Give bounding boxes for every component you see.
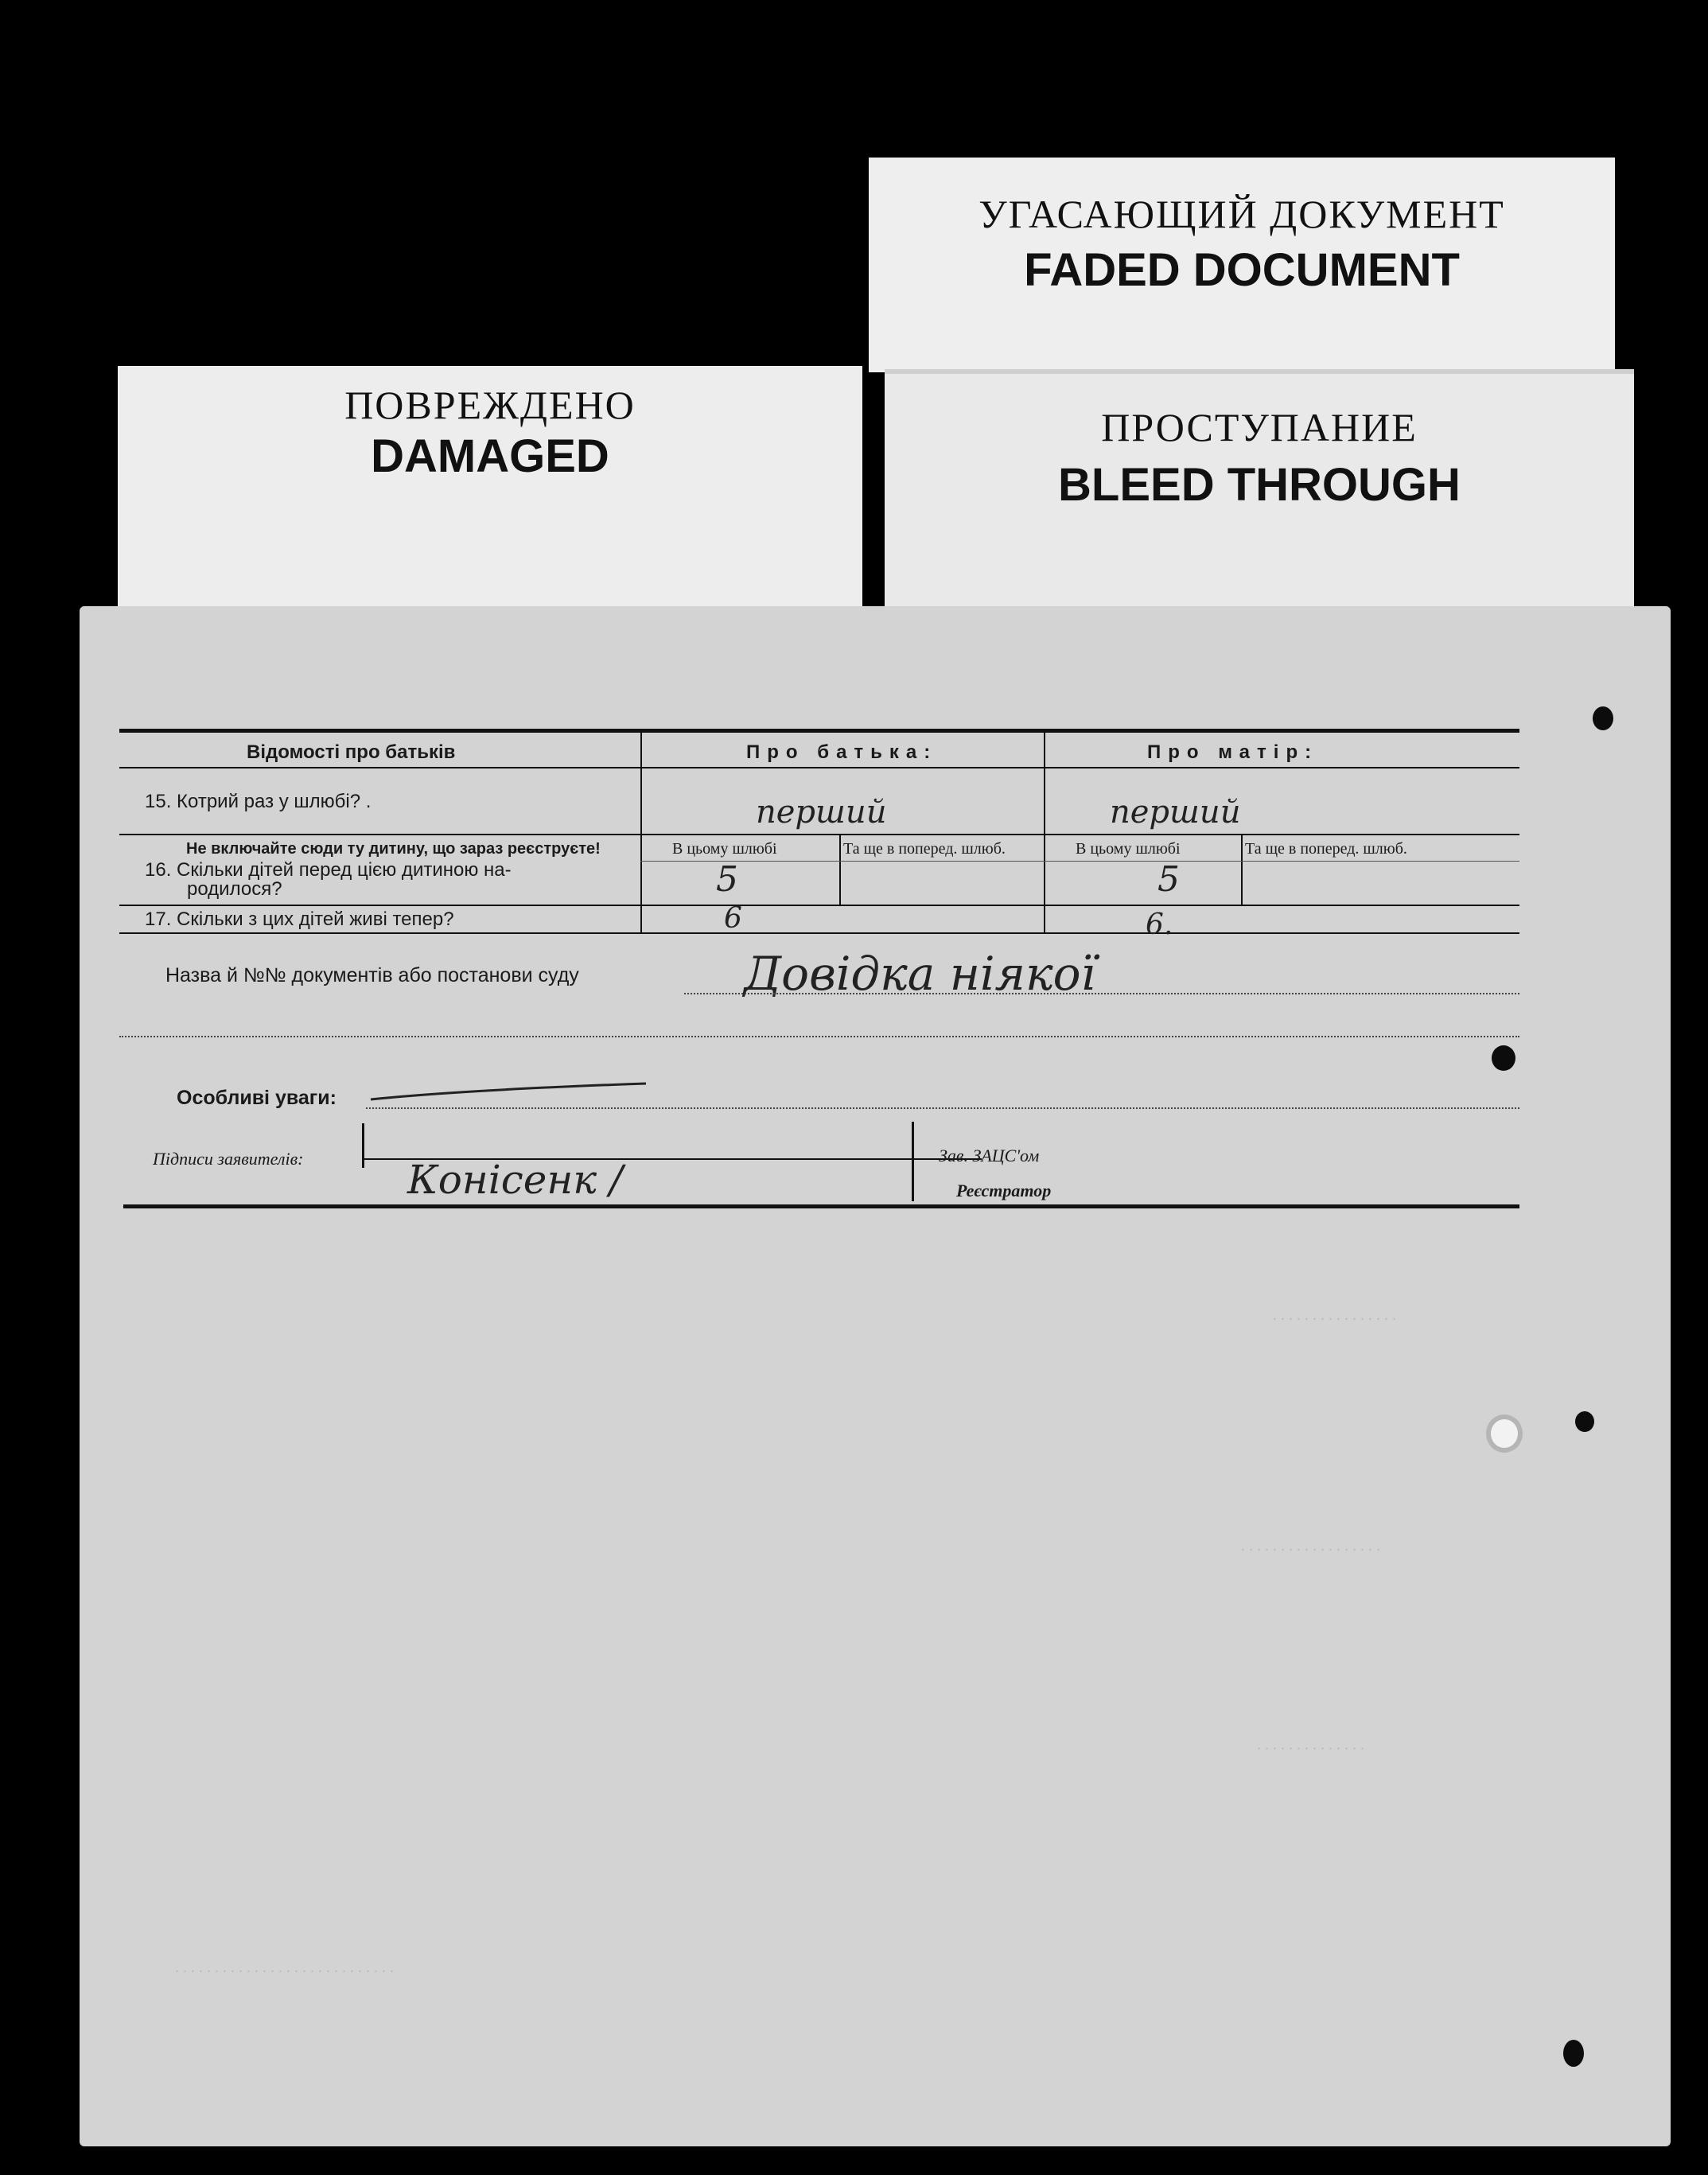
col-divider-mother-sub xyxy=(1241,834,1243,905)
documents-dotted-line xyxy=(684,993,1519,994)
q15-label: 15. Котрий раз у шлюбі? . xyxy=(145,791,372,812)
mother-col-this-marriage: В цьому шлюбі xyxy=(1076,840,1181,858)
col-divider-mother xyxy=(1044,733,1045,932)
bleed-trace: . . . . . . . . . . . . . . . . . . xyxy=(1241,1537,1380,1554)
damaged-card-en: DAMAGED xyxy=(371,430,609,482)
documents-value: Довідка ніякої xyxy=(744,947,1096,1001)
damaged-card-ru: ПОВРЕЖДЕНО xyxy=(344,383,636,427)
father-column-header: Про батька: xyxy=(746,741,938,763)
bleed-trace: . . . . . . . . . . . . . . . . . . . . . . . . . . . . xyxy=(175,1959,394,1976)
col-divider-father-sub xyxy=(839,834,841,905)
faded-document-card xyxy=(869,158,1615,372)
registrar-label: Реєстратор xyxy=(956,1181,1052,1200)
table-top-rule xyxy=(119,729,1519,733)
q16-label-line1: 16. Скільки дітей перед цією дитиною на- xyxy=(145,859,512,881)
notes-pen-stroke xyxy=(368,1076,654,1107)
q17-mother-value: 6. xyxy=(1146,909,1173,941)
bleed-card-ru: ПРОСТУПАНИЕ xyxy=(1101,405,1418,449)
punch-hole xyxy=(1492,1045,1515,1071)
form-bottom-rule xyxy=(123,1204,1519,1208)
bleed-through-card xyxy=(885,369,1634,628)
signatures-bracket xyxy=(362,1123,364,1168)
table-bottom-rule xyxy=(119,932,1519,934)
signature-value: Конісенк / xyxy=(407,1157,623,1203)
faded-card-en: FADED DOCUMENT xyxy=(1024,244,1460,296)
bleed-card-en: BLEED THROUGH xyxy=(1058,459,1461,511)
documents-dotted-line-2 xyxy=(119,1036,1519,1037)
punch-hole xyxy=(1563,2040,1584,2067)
q17-label: 17. Скільки з цих дітей живі тепер? xyxy=(145,909,454,930)
father-col-this-marriage: В цьому шлюбі xyxy=(672,840,777,858)
mother-col-prev-marriage: Та ще в поперед. шлюб. xyxy=(1245,840,1407,858)
father-col-prev-marriage: Та ще в поперед. шлюб. xyxy=(843,840,1006,858)
documents-label: Назва й №№ документів або постанови суду xyxy=(165,964,579,986)
row16-bottom-rule xyxy=(119,905,1519,906)
punch-hole xyxy=(1593,706,1613,730)
q17-father-value: 6 xyxy=(724,902,742,935)
mother-column-header: Про матір: xyxy=(1147,741,1319,763)
bleed-trace: . . . . . . . . . . . . . . xyxy=(1257,1736,1364,1753)
signatures-label: Підписи заявителів: xyxy=(153,1149,304,1169)
header-bottom-rule xyxy=(119,767,1519,768)
faded-card-ru: УГАСАЮЩИЙ ДОКУМЕНТ xyxy=(979,192,1505,236)
document-sheet xyxy=(80,606,1671,2146)
notes-dotted-line xyxy=(366,1107,1519,1109)
reinforced-hole xyxy=(1486,1414,1523,1453)
q15-father-value: перший xyxy=(756,794,887,831)
q16-father-value: 5 xyxy=(716,859,738,900)
section-header: Відомості про батьків xyxy=(247,741,456,763)
signatures-divider xyxy=(912,1122,914,1201)
subheader-rule xyxy=(640,861,1519,862)
q16-label-line2: родилося? xyxy=(187,878,282,900)
q16-mother-value: 5 xyxy=(1157,859,1180,900)
col-divider-father xyxy=(640,733,642,932)
damaged-card xyxy=(118,366,862,621)
notes-label: Особливі уваги: xyxy=(177,1087,337,1109)
q16-note: Не включайте сюди ту дитину, що зараз реєструєте! xyxy=(186,840,601,858)
q15-mother-value: перший xyxy=(1110,794,1241,831)
registry-head-label: Зав. ЗАЦС'ом xyxy=(939,1146,1040,1165)
bleed-trace: . . . . . . . . . . . . . . . . xyxy=(1273,1306,1396,1324)
punch-hole xyxy=(1575,1411,1594,1432)
row15-bottom-rule xyxy=(119,834,1519,835)
